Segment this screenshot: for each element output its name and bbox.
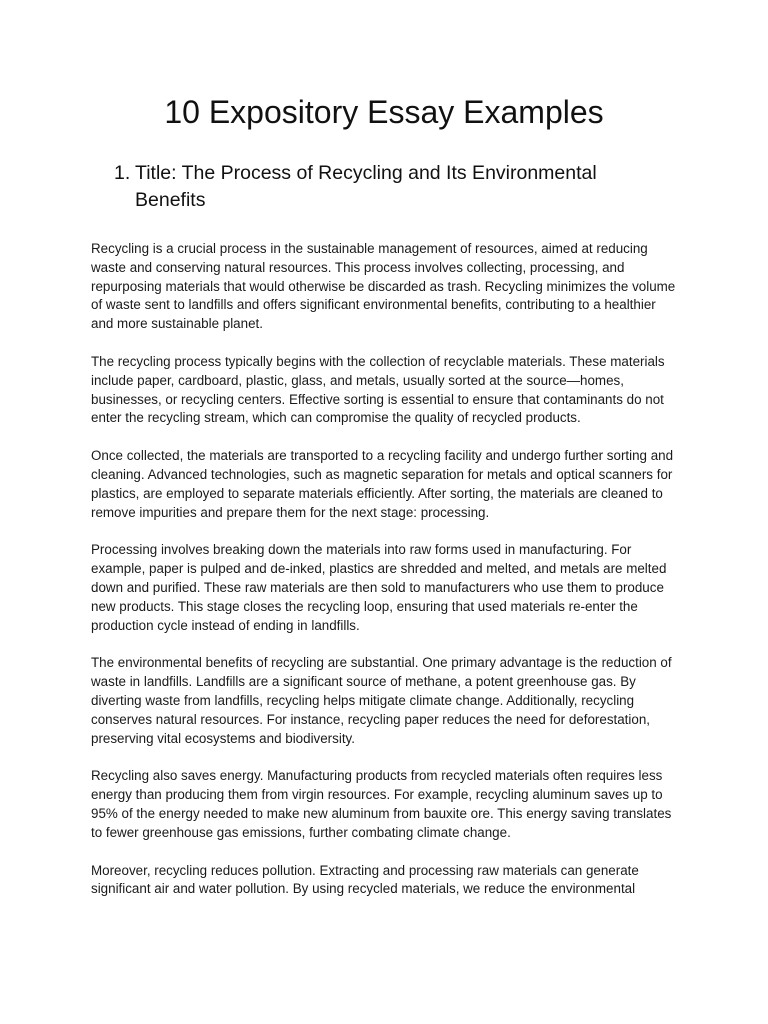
paragraph: Moreover, recycling reduces pollution. Extracting and processing raw materials can generate significant air and water pollution. By using recycled materials, we reduce the environmental	[91, 862, 639, 897]
paragraph: The recycling process typically begins with the collection of recyclable materials. These materials include paper, cardboard, plastic, glass, and metals, usually sorted at the source—homes, businesses, or recycling centers. Effective sorting is essential to ensure that contaminants do not enter the recycling stream, which can compromise the quality of recycled products.	[91, 353, 665, 426]
essay-body	[91, 240, 681, 918]
paragraph: The environmental benefits of recycling are substantial. One primary advantage is the reduction of waste in landfills. Landfills are a significant source of methane, a potent greenhouse gas. By diverting waste from landfills, recycling helps mitigate climate change. Additionally, recycling conserves natural resources. For instance, recycling paper reduces the need for deforestation, preserving vital ecosystems and biodiversity.	[91, 655, 672, 746]
paragraph: Processing involves breaking down the materials into raw forms used in manufacturing. For example, paper is pulped and de-inked, plastics are shredded and melted, and metals are melted down and purified. These raw materials are then sold to manufacturers who use them to produce new products. This stage closes the recycling loop, ensuring that used materials re-enter the production cycle instead of ending in landfills.	[91, 542, 667, 633]
paragraph: Once collected, the materials are transported to a recycling facility and undergo further sorting and cleaning. Advanced technologies, such as magnetic separation for metals and optical scanners for plastics, are employed to separate materials efficiently. After sorting, the materials are cleaned to remove impurities and prepare them for the next stage: processing.	[91, 448, 674, 520]
paragraph: Recycling also saves energy. Manufacturing products from recycled materials often requires less energy than producing them from virgin resources. For example, recycling aluminum saves up to 95% of the energy needed to make new aluminum from bauxite ore. This energy saving translates to fewer greenhouse gas emissions, further combating climate change.	[91, 768, 672, 840]
section-number: 1.	[114, 162, 131, 184]
document-title: 10 Expository Essay Examples	[164, 94, 604, 130]
section-heading-text: Title: The Process of Recycling and Its Environmental Benefits	[135, 162, 597, 211]
paragraph: Recycling is a crucial process in the sustainable management of resources, aimed at reducing waste and conserving natural resources. This process involves collecting, processing, and repurposing materials that would otherwise be discarded as trash. Recycling minimizes the volume of waste sent to landfills and offers significant environmental benefits, contributing to a healthier and more sustainable planet.	[91, 241, 676, 332]
section-heading	[114, 160, 654, 214]
